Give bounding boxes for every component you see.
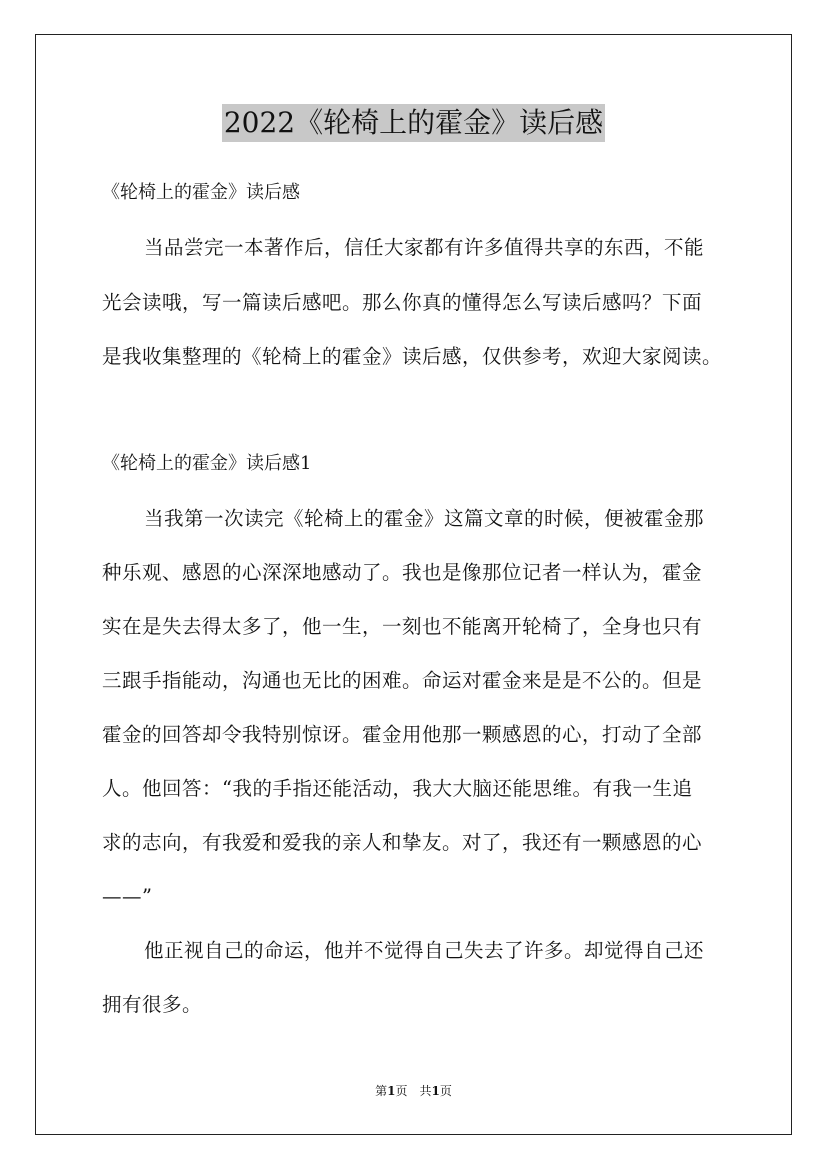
body-line: 种乐观、感恩的心深深地感动了。我也是像那位记者一样认为，霍金 <box>102 561 703 584</box>
intro-line: 光会读哦，写一篇读后感吧。那么你真的懂得怎么写读后感吗？下面 <box>102 291 703 314</box>
body-line: 实在是失去得太多了，他一生，一刻也不能离开轮椅了，全身也只有 <box>102 615 703 638</box>
body-line: 人。他回答：“我的手指还能活动，我大大脑还能思维。有我一生追 <box>102 777 693 800</box>
footer-mid: 页 共 <box>395 1084 432 1098</box>
subtitle: 《轮椅上的霍金》读后感 <box>102 182 300 203</box>
current-page-number: 1 <box>387 1084 396 1098</box>
body-line: 三跟手指能动，沟通也无比的困难。命运对霍金来是是不公的。但是 <box>102 669 703 692</box>
footer-prefix: 第 <box>375 1084 388 1098</box>
body-line: ——” <box>102 885 153 908</box>
total-page-number: 1 <box>431 1084 440 1098</box>
document-title: 2022《轮椅上的霍金》读后感 <box>222 104 605 142</box>
page-footer <box>0 1083 827 1099</box>
intro-line: 当品尝完一本著作后，信任大家都有许多值得共享的东西，不能 <box>144 236 705 259</box>
section-heading: 《轮椅上的霍金》读后感1 <box>102 453 312 474</box>
body-line: 霍金的回答却令我特别惊讶。霍金用他那一颗感恩的心，打动了全部 <box>102 723 703 746</box>
body-line: 求的志向，有我爱和爱我的亲人和挚友。对了，我还有一颗感恩的心 <box>102 831 703 854</box>
body-line: 拥有很多。 <box>102 993 203 1016</box>
intro-line: 是我收集整理的《轮椅上的霍金》读后感，仅供参考，欢迎大家阅读。 <box>102 345 723 368</box>
title-container <box>0 104 827 142</box>
body-line: 他正视自己的命运，他并不觉得自己失去了许多。却觉得自己还 <box>144 939 705 962</box>
body-line: 当我第一次读完《轮椅上的霍金》这篇文章的时候，便被霍金那 <box>144 507 705 530</box>
footer-suffix: 页 <box>439 1084 452 1098</box>
